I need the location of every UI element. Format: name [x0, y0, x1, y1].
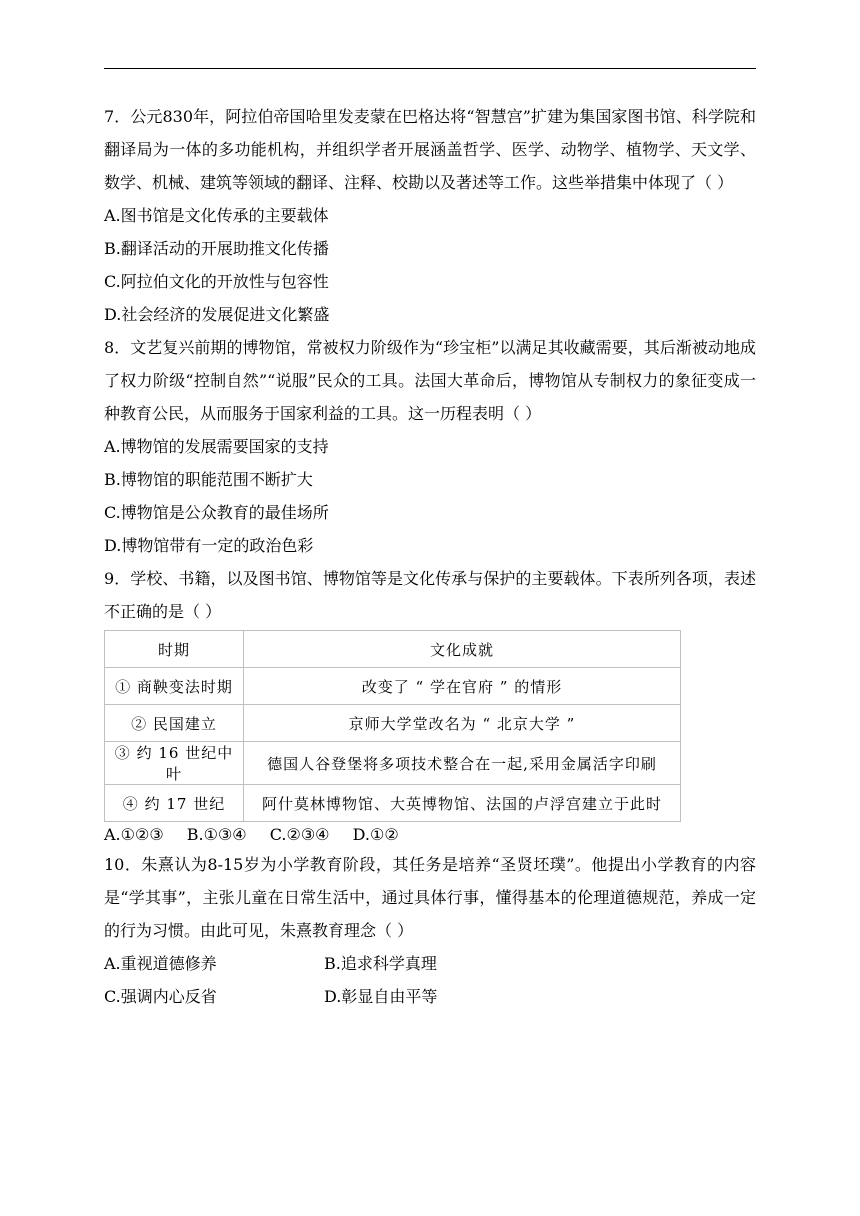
question-9: [104, 562, 756, 848]
question-8: [104, 331, 756, 562]
table-cell-achievement: 阿什莫林博物馆、大英博物馆、法国的卢浮宫建立于此时: [244, 785, 681, 822]
question-9-option-d: D.①②: [352, 825, 399, 844]
question-9-option-c: C.②③④: [269, 825, 330, 844]
question-7-option-d: D.社会经济的发展促进文化繁盛: [104, 305, 330, 324]
question-10-option-c: C.强调内心反省: [104, 987, 217, 1006]
question-9-options: [104, 822, 756, 848]
table-cell-achievement: 德国人谷登堡将多项技术整合在一起,采用金属活字印刷: [244, 742, 681, 785]
table-cell-achievement: 京师大学堂改名为 “ 北京大学 ”: [244, 705, 681, 742]
question-9-option-b: B.①③④: [186, 825, 247, 844]
question-8-option-d: D.博物馆带有一定的政治色彩: [104, 536, 314, 555]
question-10-option-d: D.彰显自由平等: [324, 987, 438, 1006]
question-8-stem: 8．文艺复兴前期的博物馆，常被权力阶级作为“珍宝柜”以满足其收藏需要，其后渐被动地成了权力阶级“控制自然”“说服”民众的工具。法国大革命后，博物馆从专制权力的象征变成一种教育公民，从而服务于国家利益的工具。这一历程表明（ ）: [104, 338, 756, 423]
question-10-stem: 10．朱熹认为8-15岁为小学教育阶段，其任务是培养“圣贤坯璞”。他提出小学教育的内容是“学其事”，主张儿童在日常生活中，通过具体行事，懂得基本的伦理道德规范，养成一定的行为习惯。由此可见，朱熹教育理念（ ）: [104, 855, 756, 940]
table-row: [105, 705, 681, 742]
table-row: [105, 668, 681, 705]
header-rule: [104, 68, 756, 69]
table-cell-period: ③ 约 16 世纪中叶: [105, 742, 244, 785]
question-8-option-a: A.博物馆的发展需要国家的支持: [104, 437, 329, 456]
question-10-options-row-2: [104, 980, 756, 1013]
table-header-period: 时期: [105, 631, 244, 668]
question-10-options-row-1: [104, 947, 756, 980]
table-header-achievement: 文化成就: [244, 631, 681, 668]
question-8-option-c: C.博物馆是公众教育的最佳场所: [104, 503, 329, 522]
table-cell-period: ④ 约 17 世纪: [105, 785, 244, 822]
question-7-option-b: B.翻译活动的开展助推文化传播: [104, 239, 329, 258]
table-row: [105, 742, 681, 785]
question-9-table: [104, 630, 681, 822]
question-7-option-c: C.阿拉伯文化的开放性与包容性: [104, 272, 329, 291]
question-7-stem: 7．公元830年，阿拉伯帝国哈里发麦蒙在巴格达将“智慧宫”扩建为集国家图书馆、科学院和翻译局为一体的多功能机构，并组织学者开展涵盖哲学、医学、动物学、植物学、天文学、数学、机械、建筑等领域的翻译、注释、校勘以及著述等工作。这些举措集中体现了（ ）: [104, 107, 756, 192]
table-cell-period: ② 民国建立: [105, 705, 244, 742]
question-7-option-a: A.图书馆是文化传承的主要载体: [104, 206, 329, 225]
question-8-option-b: B.博物馆的职能范围不断扩大: [104, 470, 313, 489]
question-10: [104, 848, 756, 1013]
question-7: [104, 100, 756, 331]
table-cell-period: ① 商鞅变法时期: [105, 668, 244, 705]
question-10-option-a: A.重视道德修养: [104, 954, 217, 973]
table-cell-achievement: 改变了 “ 学在官府 ” 的情形: [244, 668, 681, 705]
document-body: [104, 100, 756, 1013]
question-9-option-a: A.①②③: [104, 825, 164, 844]
table-header-row: [105, 631, 681, 668]
question-9-stem: 9．学校、书籍，以及图书馆、博物馆等是文化传承与保护的主要载体。下表所列各项，表述不正确的是（ ）: [104, 569, 756, 621]
question-10-option-b: B.追求科学真理: [324, 954, 437, 973]
table-row: [105, 785, 681, 822]
